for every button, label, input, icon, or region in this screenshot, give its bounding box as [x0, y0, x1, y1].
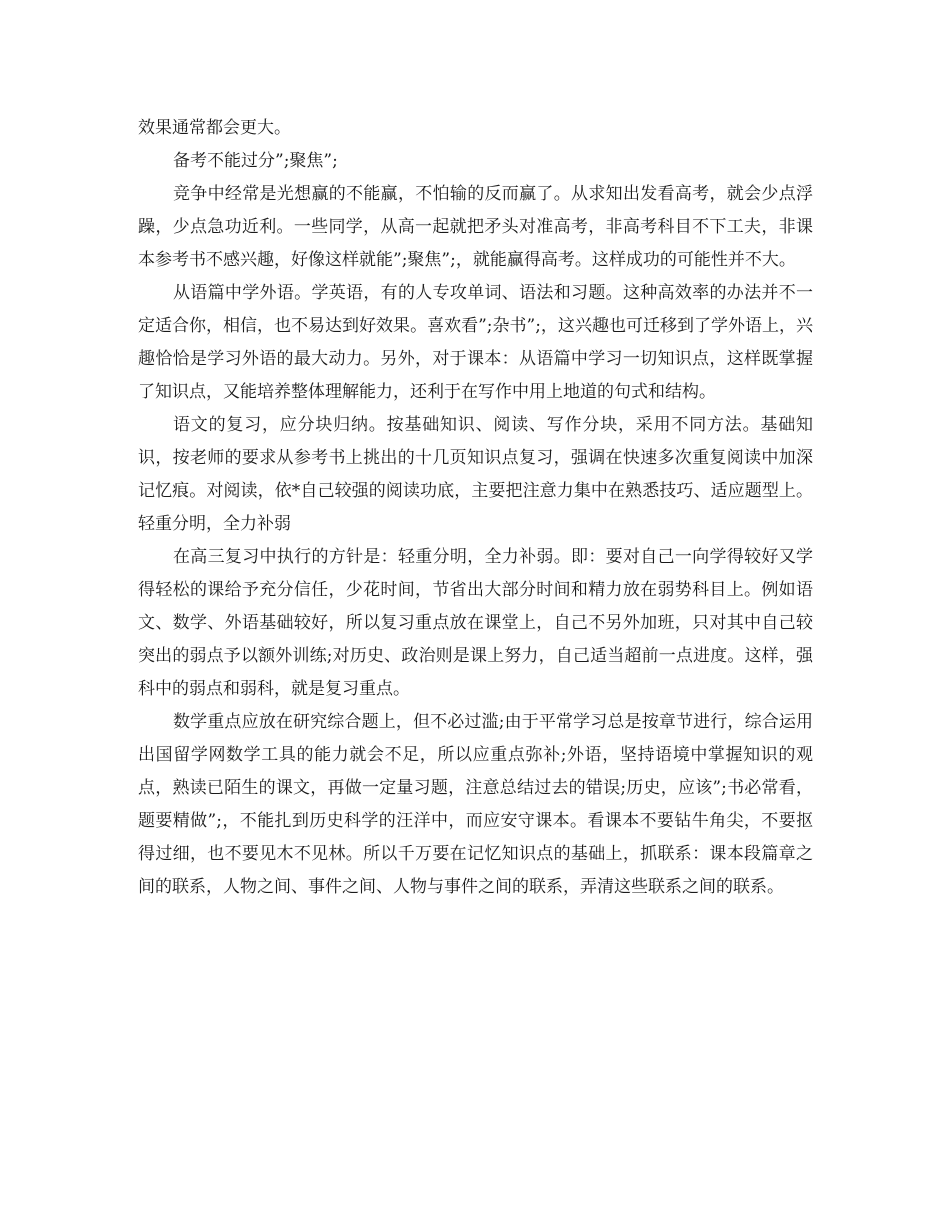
document-page [138, 112, 813, 904]
paragraph-1: 效果通常都会更大。 [138, 118, 291, 138]
paragraph-2: 备考不能过分”;聚焦”; [173, 151, 338, 171]
paragraph-3: 竞争中经常是光想赢的不能赢，不怕输的反而赢了。从求知出发看高考，就会少点浮躁，少点急功近利。一些同学，从高一起就把矛头对准高考，非高考科目不下工夫，非课本参考书不感兴趣，好像这样就能”;聚焦”;，就能赢得高考。这样成功的可能性并不大。 [138, 184, 813, 270]
paragraph-4: 从语篇中学外语。学英语，有的人专攻单词、语法和习题。这种高效率的办法并不一定适合你，相信，也不易达到好效果。喜欢看”;杂书”;，这兴趣也可迁移到了学外语上，兴趣恰恰是学习外语的最大动力。另外，对于课本：从语篇中学习一切知识点，这样既掌握了知识点，又能培养整体理解能力，还利于在写作中用上地道的句式和结构。 [138, 283, 813, 402]
paragraph-6: 在高三复习中执行的方针是：轻重分明，全力补弱。即：要对自己一向学得较好又学得轻松的课给予充分信任，少花时间，节省出大部分时间和精力放在弱势科目上。例如语文、数学、外语基础较好，所以复习重点放在课堂上，自己不另外加班，只对其中自己较突出的弱点予以额外训练;对历史、政治则是课上努力，自己适当超前一点进度。这样，强科中的弱点和弱科，就是复习重点。 [138, 547, 813, 699]
paragraph-5: 语文的复习，应分块归纳。按基础知识、阅读、写作分块，采用不同方法。基础知识，按老师的要求从参考书上挑出的十几页知识点复习，强调在快速多次重复阅读中加深记忆痕。对阅读，依*自己较强的阅读功底，主要把注意力集中在熟悉技巧、适应题型上。 轻重分明，全力补弱 [138, 415, 813, 534]
paragraph-7: 数学重点应放在研究综合题上，但不必过滥;由于平常学习总是按章节进行，综合运用出国留学网数学工具的能力就会不足，所以应重点弥补;外语，坚持语境中掌握知识的观点，熟读已陌生的课文，再做一定量习题，注意总结过去的错误;历史，应该”;书必常看，题要精做”;，不能扎到历史科学的汪洋中，而应安守课本。看课本不要钻牛角尖，不要抠得过细，也不要见木不见林。所以千万要在记忆知识点的基础上，抓联系：课本段篇章之间的联系，人物之间、事件之间、人物与事件之间的联系，弄清这些联系之间的联系。 [138, 712, 813, 897]
